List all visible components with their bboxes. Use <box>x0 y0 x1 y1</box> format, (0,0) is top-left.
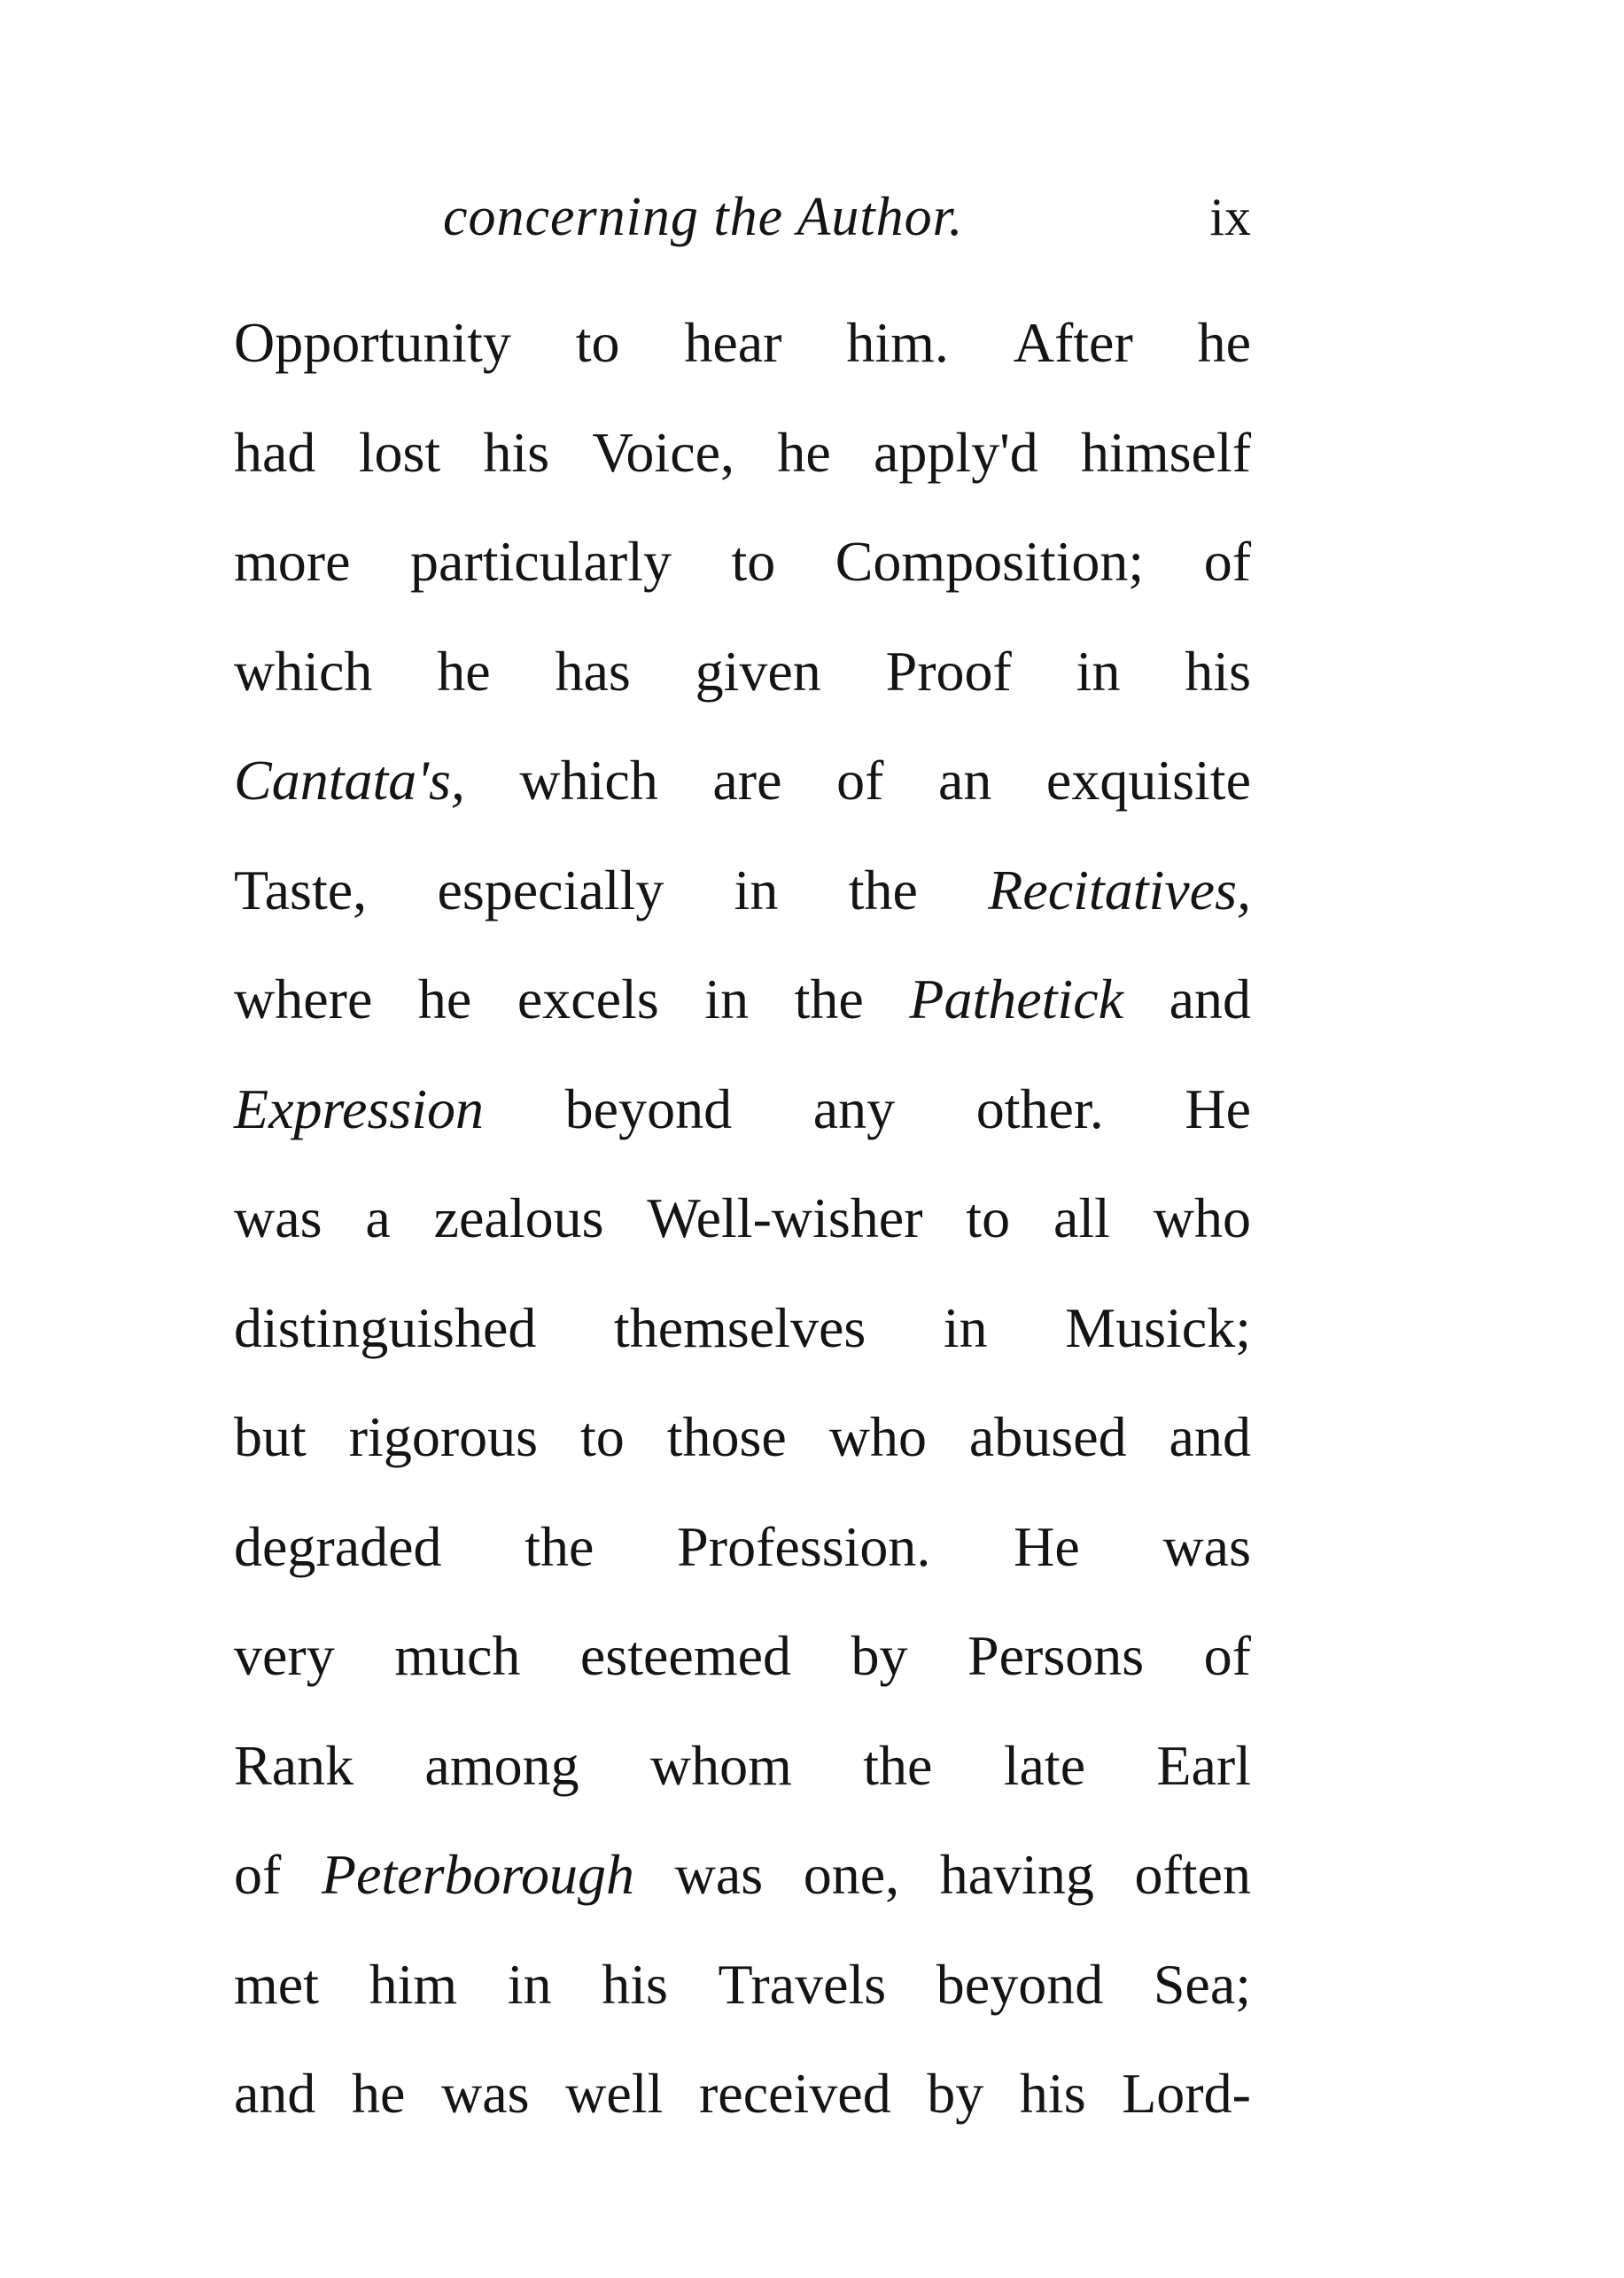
word: rigorous <box>348 1405 539 1468</box>
word: particularly <box>409 530 672 593</box>
word: especially <box>437 858 664 921</box>
word: Persons <box>967 1624 1145 1687</box>
word: his <box>483 420 550 484</box>
word: Profession. <box>677 1514 931 1578</box>
text-line <box>234 288 1251 398</box>
word: had <box>234 420 316 484</box>
italic-word: Pathetick <box>909 968 1124 1030</box>
word: and <box>1169 968 1251 1030</box>
word: Proof <box>885 639 1012 703</box>
text-line <box>234 1711 1251 1821</box>
text-line <box>234 836 1251 945</box>
word: himself <box>1081 420 1251 484</box>
word: his <box>1019 2062 1086 2125</box>
word: to <box>575 311 620 374</box>
text-line <box>234 1273 1251 1383</box>
word: are <box>712 749 782 812</box>
word: of <box>1203 530 1251 593</box>
word: late <box>1003 1733 1086 1797</box>
word: He <box>1185 1077 1251 1140</box>
word: him. <box>846 311 949 374</box>
word: the <box>863 1733 933 1797</box>
text-line <box>234 2039 1251 2149</box>
word: Sea; <box>1153 1952 1251 2016</box>
text-line <box>234 726 1251 836</box>
word: by <box>927 2062 984 2125</box>
word: to <box>579 1405 625 1468</box>
word: in <box>704 968 750 1030</box>
word: beyond <box>936 1952 1104 2016</box>
text-line <box>234 1492 1251 1602</box>
word: the <box>848 858 918 921</box>
word: met <box>234 1952 319 2016</box>
word: Musick; <box>1065 1295 1251 1359</box>
word: often <box>1134 1843 1251 1906</box>
word: his <box>602 1952 668 2016</box>
word: He <box>1014 1514 1080 1578</box>
text-line <box>234 945 1251 1054</box>
word: more <box>234 530 351 593</box>
running-head: concerning the Author. <box>443 187 964 247</box>
word: degraded <box>234 1514 442 1578</box>
word: was <box>1162 1514 1251 1578</box>
word: who <box>1153 1186 1251 1249</box>
word: in <box>507 1952 552 2016</box>
word: his <box>1185 639 1251 703</box>
word: Earl <box>1156 1733 1251 1797</box>
word: Opportunity <box>234 311 511 374</box>
word: among <box>424 1733 579 1797</box>
word: lost <box>358 420 441 484</box>
word: he <box>352 2062 406 2125</box>
word: he <box>1197 311 1251 374</box>
word: to <box>966 1186 1011 1249</box>
word: hear <box>684 311 782 374</box>
italic-word: Cantata's, <box>234 749 465 812</box>
word: Rank <box>234 1733 354 1797</box>
page-header <box>443 177 1251 257</box>
text-line <box>234 1601 1251 1711</box>
word: Voice, <box>592 420 735 484</box>
word: an <box>937 749 992 812</box>
word: in <box>734 858 779 921</box>
word: the <box>794 968 864 1030</box>
word: After <box>1013 311 1133 374</box>
word: distinguished <box>234 1295 537 1359</box>
word: to <box>731 530 776 593</box>
word: zealous <box>433 1186 604 1249</box>
word: which <box>234 639 373 703</box>
word: which <box>519 749 658 812</box>
word: was <box>441 2062 530 2125</box>
word: the <box>524 1514 594 1578</box>
word: exquisite <box>1045 749 1251 812</box>
italic-word: Peterborough <box>321 1843 635 1906</box>
word: all <box>1053 1186 1110 1249</box>
word: those <box>666 1405 787 1468</box>
text-line <box>234 617 1251 727</box>
word: of <box>1203 1624 1251 1687</box>
page-number: ix <box>1209 188 1251 246</box>
word: other. <box>975 1077 1104 1140</box>
word: Travels <box>718 1952 887 2016</box>
word: but <box>234 1405 307 1468</box>
word: of <box>836 749 884 812</box>
word: he <box>417 968 472 1030</box>
word: Lord- <box>1122 2062 1251 2125</box>
italic-word: Recitatives, <box>988 858 1251 921</box>
word: abused <box>968 1405 1127 1468</box>
text-line <box>234 1820 1251 1930</box>
word: one, <box>803 1843 900 1906</box>
word: a <box>365 1186 391 1249</box>
word: having <box>939 1843 1094 1906</box>
word: esteemed <box>579 1624 791 1687</box>
word: has <box>555 639 631 703</box>
word: and <box>1169 1405 1251 1468</box>
text-line <box>234 1382 1251 1492</box>
word: was <box>234 1186 322 1249</box>
word: excels <box>517 968 659 1030</box>
italic-word: Expression <box>234 1077 485 1140</box>
word: he <box>777 420 831 484</box>
text-line <box>234 1054 1251 1164</box>
word: Composition; <box>835 530 1145 593</box>
word: any <box>812 1077 896 1140</box>
word: themselves <box>613 1295 866 1359</box>
word: in <box>1076 639 1121 703</box>
word: him <box>369 1952 458 2016</box>
word: who <box>828 1405 927 1468</box>
text-line <box>234 507 1251 617</box>
word: very <box>234 1624 335 1687</box>
word: in <box>943 1295 988 1359</box>
word: beyond <box>564 1077 733 1140</box>
text-line <box>234 1930 1251 2040</box>
word: much <box>394 1624 521 1687</box>
text-line <box>234 398 1251 508</box>
text-line <box>234 1163 1251 1273</box>
word: where <box>234 968 373 1030</box>
word: Taste, <box>234 858 368 921</box>
word: by <box>851 1624 908 1687</box>
word: well <box>565 2062 664 2125</box>
word: he <box>437 639 491 703</box>
word: Well-wisher <box>647 1186 923 1249</box>
word: received <box>698 2062 891 2125</box>
word: of <box>234 1843 282 1906</box>
word: given <box>695 639 821 703</box>
word: apply'd <box>874 420 1038 484</box>
word: was <box>674 1843 764 1906</box>
word: whom <box>649 1733 792 1797</box>
word: and <box>234 2062 316 2125</box>
body-text <box>234 288 1251 2149</box>
